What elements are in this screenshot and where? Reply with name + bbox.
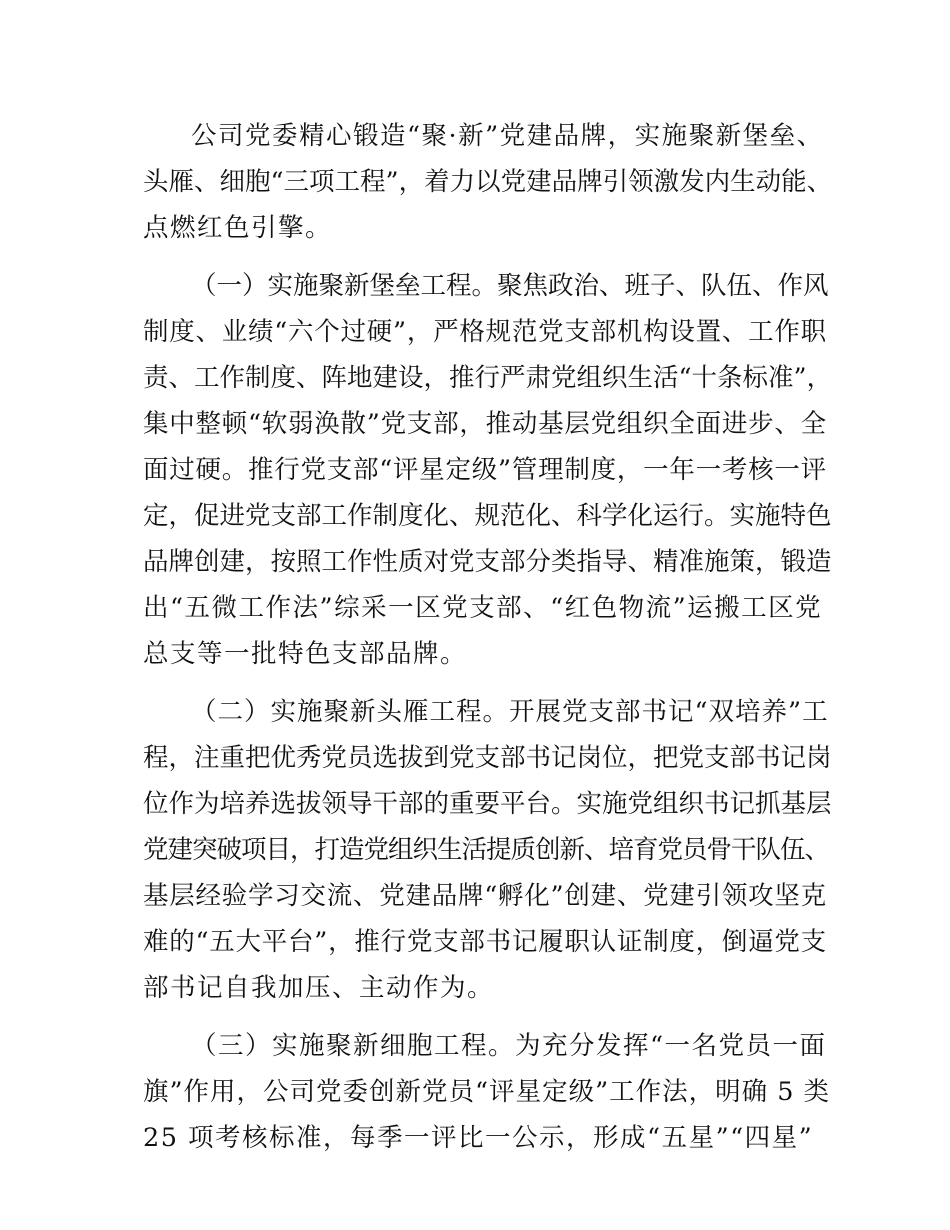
- text-line: 点燃红色引擎。: [143, 213, 333, 243]
- paragraph-lead-goose-project: [143, 689, 833, 1011]
- text-line: 25 项考核标准，每季一评比一公示，形成“五星”“四星”: [143, 1123, 814, 1153]
- paragraph-bastion-project: [143, 263, 833, 677]
- text-line: 基层经验学习交流、党建品牌“孵化”创建、党建引领攻坚克: [143, 881, 827, 911]
- text-line: 位作为培养选拔领导干部的重要平台。实施党组织书记抓基层: [143, 789, 832, 819]
- text-line: 责、工作制度、阵地建设，推行严肃党组织生活“十条标准”，: [143, 363, 833, 393]
- text-line: 党建突破项目，打造党组织生活提质创新、培育党员骨干队伍、: [143, 835, 830, 865]
- paragraph-intro: [143, 113, 833, 251]
- text-line: 面过硬。推行党支部“评星定级”管理制度，一年一考核一评: [143, 455, 827, 485]
- text-line: 制度、业绩“六个过硬”，严格规范党支部机构设置、工作职: [143, 317, 827, 347]
- text-line: 定，促进党支部工作制度化、规范化、科学化运行。实施特色: [143, 501, 832, 531]
- text-line: 部书记自我加压、主动作为。: [143, 973, 495, 1003]
- text-line: （二）实施聚新头雁工程。开展党支部书记“双培养”工: [191, 697, 829, 727]
- text-line: 旗”作用，公司党委创新党员“评星定级”工作法，明确 5 类: [143, 1077, 831, 1107]
- text-line: 品牌创建，按照工作性质对党支部分类指导、精准施策，锻造: [143, 547, 832, 577]
- text-line: 程，注重把优秀党员选拔到党支部书记岗位，把党支部书记岗: [143, 743, 832, 773]
- text-line: 头雁、细胞“三项工程”，着力以党建品牌引领激发内生动能、: [143, 167, 833, 197]
- text-line: 难的“五大平台”，推行党支部书记履职认证制度，倒逼党支: [143, 927, 827, 957]
- text-line: 集中整顿“软弱涣散”党支部，推动基层党组织全面进步、全: [143, 409, 827, 439]
- text-line: 公司党委精心锻造“聚·新”党建品牌，实施聚新堡垒、: [191, 121, 824, 151]
- text-line: 出“五微工作法”综采一区党支部、“红色物流”运搬工区党: [143, 593, 823, 623]
- text-line: 总支等一批特色支部品牌。: [143, 639, 468, 669]
- paragraph-cell-project: [143, 1023, 833, 1161]
- text-line: （三）实施聚新细胞工程。为充分发挥“一名党员一面: [191, 1031, 827, 1061]
- document-body: [143, 113, 833, 1161]
- text-line: （一）实施聚新堡垒工程。聚焦政治、班子、队伍、作风: [191, 271, 829, 301]
